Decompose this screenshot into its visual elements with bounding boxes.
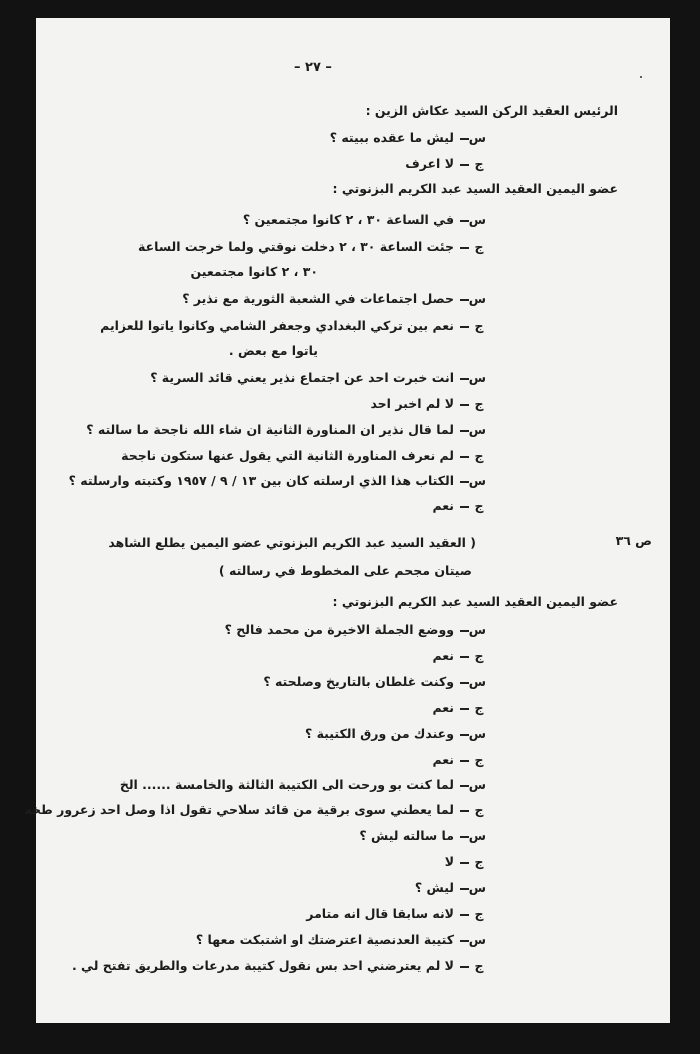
answer-marker: ج bbox=[474, 239, 484, 254]
dash bbox=[460, 247, 469, 249]
question-text: انت خبرت احد عن اجتماع نذير يعني قائد السرية ؟ bbox=[150, 370, 454, 385]
question-text: ما سالته ليش ؟ bbox=[359, 828, 454, 843]
dash bbox=[460, 506, 469, 508]
question-text: ليش ما عقده ببيته ؟ bbox=[329, 130, 454, 145]
answer-text: لانه سابقا قال انه متامر bbox=[306, 906, 454, 921]
dash bbox=[460, 940, 469, 942]
answer-text: نعم bbox=[432, 498, 454, 513]
answer-marker: ج bbox=[474, 802, 484, 817]
answer-marker: ج bbox=[474, 700, 484, 715]
question-text: كتيبة العدنصية اعترضتك او اشتبكت معها ؟ bbox=[195, 932, 454, 947]
document-page bbox=[36, 18, 670, 1023]
answer-marker: ج bbox=[474, 648, 484, 663]
answer-text: لا لم اخبر احد bbox=[370, 396, 454, 411]
question-text: ووضع الجملة الاخيرة من محمد فالح ؟ bbox=[224, 622, 454, 637]
speaker-heading: عضو اليمين العقيد السيد عبد الكريم البزنوتي : bbox=[332, 594, 618, 609]
answer-marker: ج bbox=[474, 156, 484, 171]
dash bbox=[460, 682, 469, 684]
question-marker: س bbox=[468, 828, 486, 843]
answer-text: جئت الساعة ٣٠ ، ٢ دخلت نوقتي ولما خرجت الساعة bbox=[138, 239, 454, 254]
question-marker: س bbox=[468, 932, 486, 947]
question-marker: س bbox=[468, 726, 486, 741]
dash bbox=[460, 708, 469, 710]
question-marker: س bbox=[468, 130, 486, 145]
procedural-note: ( العقيد السيد عبد الكريم البزنوتي عضو اليمين يطلع الشاهد bbox=[108, 535, 476, 550]
speaker-heading: عضو اليمين العقيد السيد عبد الكريم البزنوتي : bbox=[332, 181, 618, 196]
question-marker: س bbox=[468, 422, 486, 437]
question-marker: س bbox=[468, 370, 486, 385]
question-text: ليش ؟ bbox=[414, 880, 454, 895]
question-text: لما كنت بو ورحت الى الكتيبة الثالثة والخامسة ...... الخ bbox=[119, 777, 454, 792]
answer-text: نعم bbox=[432, 700, 454, 715]
dash bbox=[460, 326, 469, 328]
dash bbox=[460, 430, 469, 432]
answer-text: لا bbox=[444, 854, 454, 869]
dash bbox=[460, 456, 469, 458]
question-text: في الساعة ٣٠ ، ٢ كانوا مجتمعين ؟ bbox=[242, 212, 454, 227]
answer-marker: ج bbox=[474, 854, 484, 869]
dash bbox=[460, 481, 469, 483]
dash bbox=[460, 966, 469, 968]
dash bbox=[460, 404, 469, 406]
dash bbox=[460, 378, 469, 380]
question-text: حصل اجتماعات في الشعبة الثورية مع نذير ؟ bbox=[182, 291, 454, 306]
dash bbox=[460, 888, 469, 890]
speaker-heading: الرئيس العقيد الركن السيد عكاش الزين : bbox=[365, 103, 618, 118]
answer-marker: ج bbox=[474, 318, 484, 333]
answer-text: لا اعرف bbox=[405, 156, 454, 171]
dash bbox=[460, 785, 469, 787]
answer-text: نعم bbox=[432, 752, 454, 767]
answer-marker: ج bbox=[474, 498, 484, 513]
answer-text: نعم بين تركي البغدادي وجعفر الشامي وكانوا ياتوا للعزايم bbox=[100, 318, 454, 333]
page-number: – ٢٧ – bbox=[294, 60, 332, 75]
question-text: الكتاب هذا الذي ارسلته كان بين ١٣ / ٩ / ١٩٥٧ وكتبته وارسلته ؟ bbox=[68, 473, 454, 488]
dash bbox=[460, 299, 469, 301]
paper-speck bbox=[640, 76, 642, 78]
question-marker: س bbox=[468, 622, 486, 637]
exhibit-page-reference: ص ٣٦ bbox=[615, 533, 652, 548]
dash bbox=[460, 138, 469, 140]
answer-text: نعم bbox=[432, 648, 454, 663]
question-text: لما قال نذير ان المناورة الثانية ان شاء الله ناجحة ما سالته ؟ bbox=[86, 422, 454, 437]
answer-continuation: ياتوا مع بعض . bbox=[228, 343, 318, 358]
question-marker: س bbox=[468, 880, 486, 895]
answer-marker: ج bbox=[474, 396, 484, 411]
procedural-note-continuation: صيتان مجحم على المخطوط في رسالته ) bbox=[218, 563, 472, 578]
answer-marker: ج bbox=[474, 448, 484, 463]
answer-text: لما يعطني سوى برقية من قائد سلاحي تقول اذا وصل احد زعرور طخه bbox=[24, 802, 454, 817]
dash bbox=[460, 220, 469, 222]
question-marker: س bbox=[468, 212, 486, 227]
answer-marker: ج bbox=[474, 752, 484, 767]
dash bbox=[460, 734, 469, 736]
dash bbox=[460, 810, 469, 812]
dash bbox=[460, 760, 469, 762]
dash bbox=[460, 164, 469, 166]
dash bbox=[460, 630, 469, 632]
question-text: وكنت غلطان بالتاريخ وصلحته ؟ bbox=[263, 674, 454, 689]
question-marker: س bbox=[468, 473, 486, 488]
question-text: وعندك من ورق الكتيبة ؟ bbox=[304, 726, 454, 741]
dash bbox=[460, 836, 469, 838]
answer-continuation: ٣٠ ، ٢ كانوا مجتمعين bbox=[190, 264, 318, 279]
answer-text: لا لم يعترضني احد بس نقول كتيبة مدرعات والطريق تفتح لي . bbox=[71, 958, 454, 973]
dash bbox=[460, 914, 469, 916]
answer-marker: ج bbox=[474, 906, 484, 921]
answer-marker: ج bbox=[474, 958, 484, 973]
dash bbox=[460, 656, 469, 658]
question-marker: س bbox=[468, 777, 486, 792]
answer-text: لم نعرف المناورة الثانية التي يقول عنها ستكون ناجحة bbox=[121, 448, 454, 463]
dash bbox=[460, 862, 469, 864]
question-marker: س bbox=[468, 674, 486, 689]
question-marker: س bbox=[468, 291, 486, 306]
